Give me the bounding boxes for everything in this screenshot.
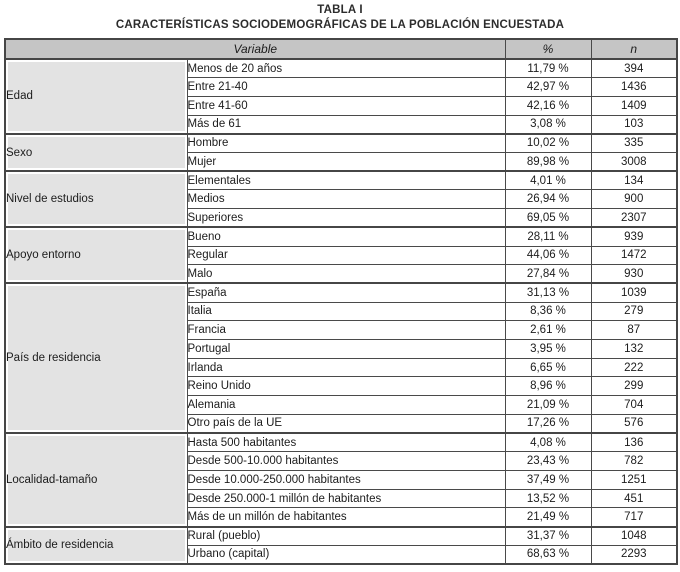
value-label-cell: Portugal [187,340,505,359]
table-row [5,283,677,302]
n-count-cell: 939 [591,227,677,246]
value-label-cell: Entre 41-60 [187,96,505,115]
variable-category-cell: Edad [5,59,187,134]
percent-cell: 2,61 % [505,321,591,340]
percent-cell: 31,13 % [505,283,591,302]
n-count-cell: 2293 [591,545,677,564]
n-count-cell: 1409 [591,96,677,115]
value-label-cell: Superiores [187,209,505,228]
value-label-cell: Italia [187,302,505,321]
value-label-cell: Hombre [187,134,505,153]
n-count-cell: 782 [591,452,677,471]
n-count-cell: 930 [591,265,677,284]
n-count-cell: 335 [591,134,677,153]
n-count-cell: 1251 [591,470,677,489]
n-count-cell: 279 [591,302,677,321]
percent-cell: 26,94 % [505,190,591,209]
percent-cell: 68,63 % [505,545,591,564]
n-count-cell: 900 [591,190,677,209]
table-row [5,527,677,546]
value-label-cell: Menos de 20 años [187,59,505,78]
n-count-cell: 134 [591,171,677,190]
value-label-cell: Elementales [187,171,505,190]
n-count-cell: 3008 [591,153,677,172]
percent-cell: 21,09 % [505,396,591,415]
table-row [5,134,677,153]
n-count-cell: 136 [591,433,677,452]
variable-category-cell: Apoyo entorno [5,227,187,283]
n-count-cell: 87 [591,321,677,340]
value-label-cell: Mujer [187,153,505,172]
percent-cell: 89,98 % [505,153,591,172]
table-caption [0,3,680,33]
percent-cell: 13,52 % [505,489,591,508]
percent-cell: 21,49 % [505,508,591,527]
value-label-cell: Rural (pueblo) [187,527,505,546]
n-count-cell: 451 [591,489,677,508]
value-label-cell: Entre 21-40 [187,78,505,97]
n-count-cell: 1048 [591,527,677,546]
n-count-cell: 299 [591,377,677,396]
value-label-cell: Medios [187,190,505,209]
percent-cell: 28,11 % [505,227,591,246]
table-subtitle: CARACTERÍSTICAS SOCIODEMOGRÁFICAS DE LA POBLACIÓN ENCUESTADA [115,19,565,31]
value-label-cell: Regular [187,246,505,265]
n-count-cell: 103 [591,115,677,134]
table-row [5,227,677,246]
n-count-cell: 1039 [591,283,677,302]
percent-cell: 6,65 % [505,358,591,377]
value-label-cell: Desde 250.000-1 millón de habitantes [187,489,505,508]
percent-cell: 69,05 % [505,209,591,228]
value-label-cell: Desde 10.000-250.000 habitantes [187,470,505,489]
percent-cell: 8,36 % [505,302,591,321]
variable-category-cell: Nivel de estudios [5,171,187,227]
n-count-cell: 704 [591,396,677,415]
table-row [5,433,677,452]
percent-cell: 4,01 % [505,171,591,190]
table-header-row [5,39,677,59]
header-n: n [591,39,677,59]
value-label-cell: Irlanda [187,358,505,377]
n-count-cell: 2307 [591,209,677,228]
n-count-cell: 1472 [591,246,677,265]
variable-category-cell: Localidad-tamaño [5,433,187,527]
value-label-cell: Reino Unido [187,377,505,396]
n-count-cell: 132 [591,340,677,359]
n-count-cell: 222 [591,358,677,377]
value-label-cell: España [187,283,505,302]
percent-cell: 44,06 % [505,246,591,265]
variable-category-cell: Sexo [5,134,187,171]
n-count-cell: 394 [591,59,677,78]
table-body [5,59,677,564]
value-label-cell: Bueno [187,227,505,246]
value-label-cell: Urbano (capital) [187,545,505,564]
percent-cell: 17,26 % [505,414,591,433]
percent-cell: 3,95 % [505,340,591,359]
percent-cell: 8,96 % [505,377,591,396]
percent-cell: 31,37 % [505,527,591,546]
percent-cell: 4,08 % [505,433,591,452]
table-title: TABLA I [317,4,363,16]
value-label-cell: Hasta 500 habitantes [187,433,505,452]
header-percent: % [505,39,591,59]
percent-cell: 42,16 % [505,96,591,115]
variable-category-cell: País de residencia [5,283,187,433]
value-label-cell: Otro país de la UE [187,414,505,433]
sociodemographics-table [4,38,678,565]
value-label-cell: Alemania [187,396,505,415]
percent-cell: 27,84 % [505,265,591,284]
n-count-cell: 1436 [591,78,677,97]
value-label-cell: Francia [187,321,505,340]
n-count-cell: 717 [591,508,677,527]
percent-cell: 3,08 % [505,115,591,134]
percent-cell: 10,02 % [505,134,591,153]
table-row [5,59,677,78]
value-label-cell: Malo [187,265,505,284]
percent-cell: 37,49 % [505,470,591,489]
value-label-cell: Desde 500-10.000 habitantes [187,452,505,471]
percent-cell: 42,97 % [505,78,591,97]
header-variable: Variable [5,39,505,59]
table-row [5,171,677,190]
value-label-cell: Más de 61 [187,115,505,134]
percent-cell: 11,79 % [505,59,591,78]
percent-cell: 23,43 % [505,452,591,471]
n-count-cell: 576 [591,414,677,433]
variable-category-cell: Ámbito de residencia [5,527,187,564]
value-label-cell: Más de un millón de habitantes [187,508,505,527]
